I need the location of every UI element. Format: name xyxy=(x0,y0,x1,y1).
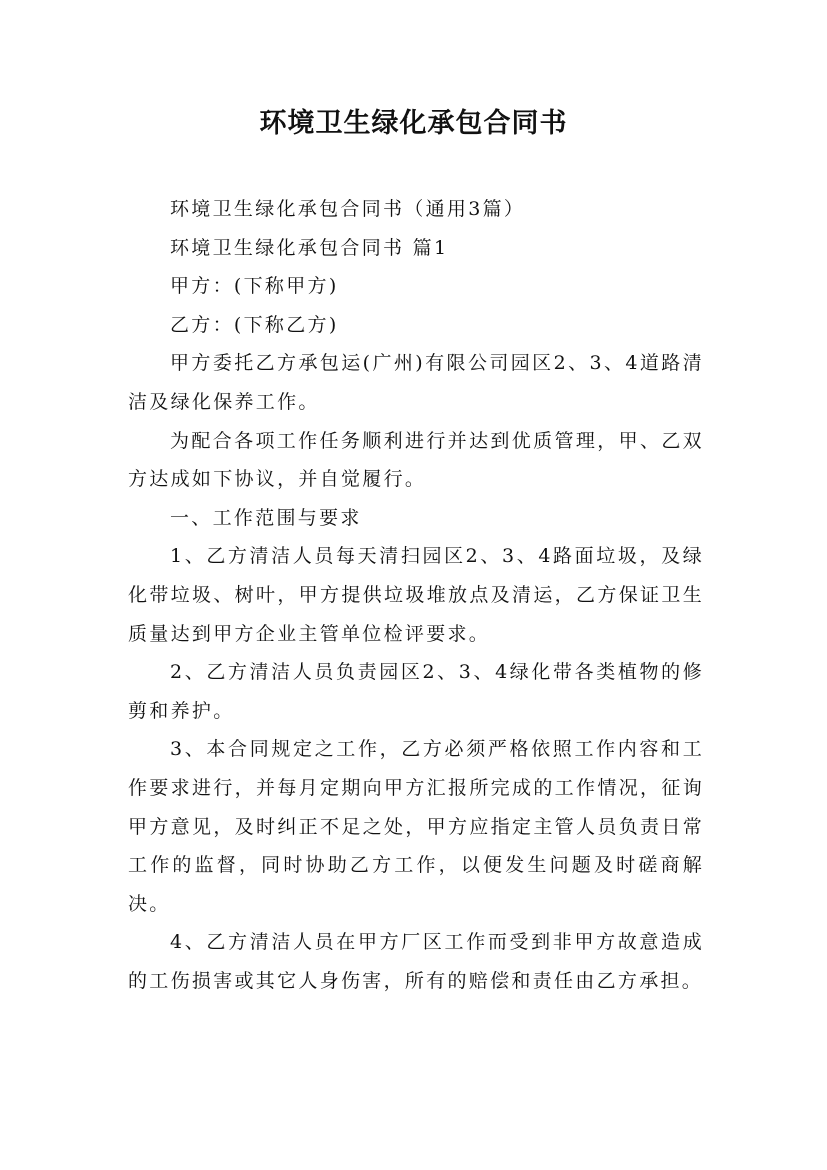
paragraph-clause-4: 4、乙方清洁人员在甲方厂区工作而受到非甲方故意造成的工伤损害或其它人身伤害，所有的赔偿和责任由乙方承担。 xyxy=(128,931,704,992)
paragraph-agreement: 为配合各项工作任务顺利进行并达到优质管理，甲、乙双方达成如下协议，并自觉履行。 xyxy=(128,429,704,491)
document-body xyxy=(128,190,704,1000)
paragraph-scope-heading: 一、工作范围与要求 xyxy=(170,506,362,529)
paragraph-commission: 甲方委托乙方承包运(广州)有限公司园区2、3、4道路清洁及绿化保养工作。 xyxy=(128,352,704,413)
paragraph-clause-3: 3、本合同规定之工作，乙方必须严格依照工作内容和工作要求进行，并每月定期向甲方汇报所完成的工作情况，征询甲方意见，及时纠正不足之处，甲方应指定主管人员负责日常工作的监督，同时协助乙方工作，以便发生问题及时磋商解决。 xyxy=(128,738,704,915)
document-title: 环境卫生绿化承包合同书 xyxy=(259,108,568,139)
paragraph-subtitle: 环境卫生绿化承包合同书（通用3篇） xyxy=(170,198,526,220)
paragraph-party-a: 甲方：(下称甲方) xyxy=(170,275,339,298)
paragraph-party-b: 乙方：(下称乙方) xyxy=(170,313,339,336)
paragraph-clause-1: 1、乙方清洁人员每天清扫园区2、3、4路面垃圾，及绿化带垃圾、树叶，甲方提供垃圾堆放点及清运，乙方保证卫生质量达到甲方企业主管单位检评要求。 xyxy=(128,545,704,645)
paragraph-clause-2: 2、乙方清洁人员负责园区2、3、4绿化带各类植物的修剪和养护。 xyxy=(128,661,704,722)
paragraph-section-heading: 环境卫生绿化承包合同书 篇1 xyxy=(170,236,449,259)
